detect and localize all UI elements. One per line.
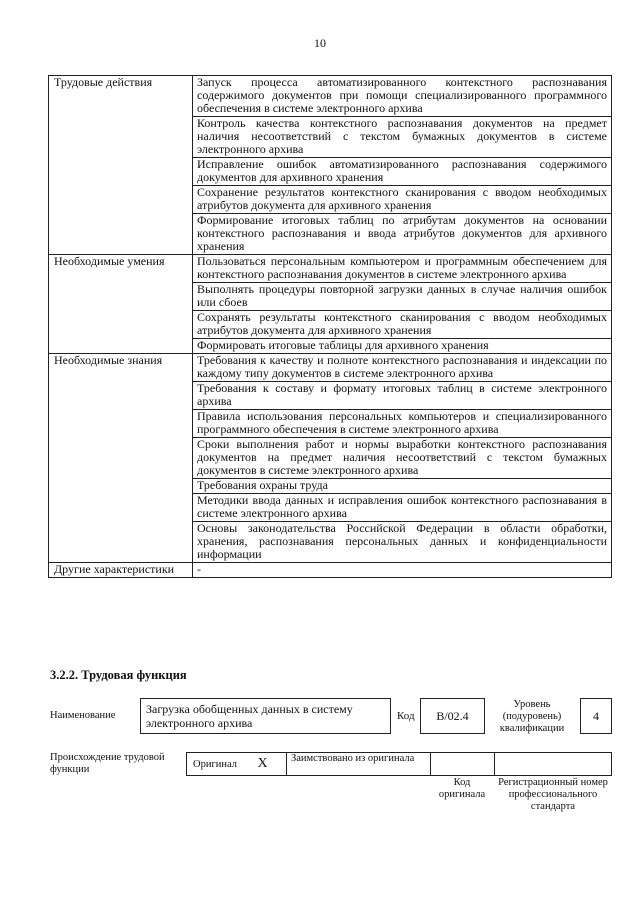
original-label: Оригинал: [193, 759, 237, 770]
row-item-text: Основы законодательства Российской Федерации в области обработки, хранения, распознавания персональных данных и конфиденциальности информации: [193, 522, 612, 563]
table-row: [49, 563, 612, 578]
row-item-text: Запуск процесса автоматизированного контекстного распознавания содержимого документов при помощи специализированного программного обеспечения в системе электронного архива: [193, 76, 612, 117]
row-group-label: Другие характеристики: [49, 563, 193, 578]
row-item-text: Выполнять процедуры повторной загрузки данных в случае наличия ошибок или сбоев: [193, 283, 612, 311]
reg-number-cell: [495, 753, 611, 775]
section-title: 3.2.2. Трудовая функция: [50, 668, 187, 682]
name-label: Наименование: [50, 710, 116, 721]
code-original-cell: [431, 753, 495, 775]
level-value: 4: [580, 698, 612, 734]
borrowed-label: Заимствовано из оригинала: [287, 753, 431, 775]
reg-number-label: Регистрационный номер профессионального стандарта: [498, 777, 608, 812]
labor-function-table: [48, 75, 612, 578]
row-item-text: Сохранение результатов контекстного сканирования с вводом необходимых атрибутов документа для архивного хранения: [193, 186, 612, 214]
original-mark: X: [239, 753, 287, 775]
code-label: Код: [397, 710, 415, 722]
code-value: B/02.4: [420, 698, 485, 734]
row-item-text: Пользоваться персональным компьютером и программным обеспечением для контекстного распознавания документов в системе электронного архива: [193, 255, 612, 283]
row-item-text: Формирование итоговых таблиц по атрибутам документов на основании контекстного распознавания и ввода атрибутов документов для архивного хранения: [193, 214, 612, 255]
name-value: Загрузка обобщенных данных в систему электронного архива: [140, 698, 391, 734]
row-group-label: Трудовые действия: [49, 76, 193, 255]
code-original-label: Код оригинала: [438, 777, 486, 800]
row-item-text: Сохранять результаты контекстного сканирования с вводом необходимых атрибутов документа для архивного хранения: [193, 311, 612, 339]
origin-box: [186, 752, 612, 776]
table-row: [49, 255, 612, 283]
origin-label: Происхождение трудовой функции: [50, 752, 165, 775]
row-item-text: Методики ввода данных и исправления ошибок контекстного распознавания в системе электронного архива: [193, 494, 612, 522]
level-label: Уровень (подуровень) квалификации: [499, 699, 565, 734]
row-item-text: Требования к составу и формату итоговых таблиц в системе электронного архива: [193, 382, 612, 410]
row-item-text: Сроки выполнения работ и нормы выработки контекстного распознавания документов на предмет наличия несоответствий с текстом бумажных документов в системе электронного архива: [193, 438, 612, 479]
row-item-text: Правила использования персональных компьютеров и специализированного программного обеспечения в системе электронного архива: [193, 410, 612, 438]
row-item-text: Контроль качества контекстного распознавания документов на предмет наличия несоответствий с текстом бумажных документов в системе электронного архива: [193, 117, 612, 158]
page-number: 10: [314, 36, 326, 50]
table-row: [49, 76, 612, 117]
row-item-text: Формировать итоговые таблицы для архивного хранения: [193, 339, 612, 354]
table-row: [49, 354, 612, 382]
row-item-text: Требования охраны труда: [193, 479, 612, 494]
row-item-text: Исправление ошибок автоматизированного распознавания содержимого документов для архивного хранения: [193, 158, 612, 186]
row-group-label: Необходимые знания: [49, 354, 193, 563]
row-group-label: Необходимые умения: [49, 255, 193, 354]
row-item-text: Требования к качеству и полноте контекстного распознавания и индексации по каждому типу документов в системе электронного архива: [193, 354, 612, 382]
row-item-text: -: [193, 563, 612, 578]
